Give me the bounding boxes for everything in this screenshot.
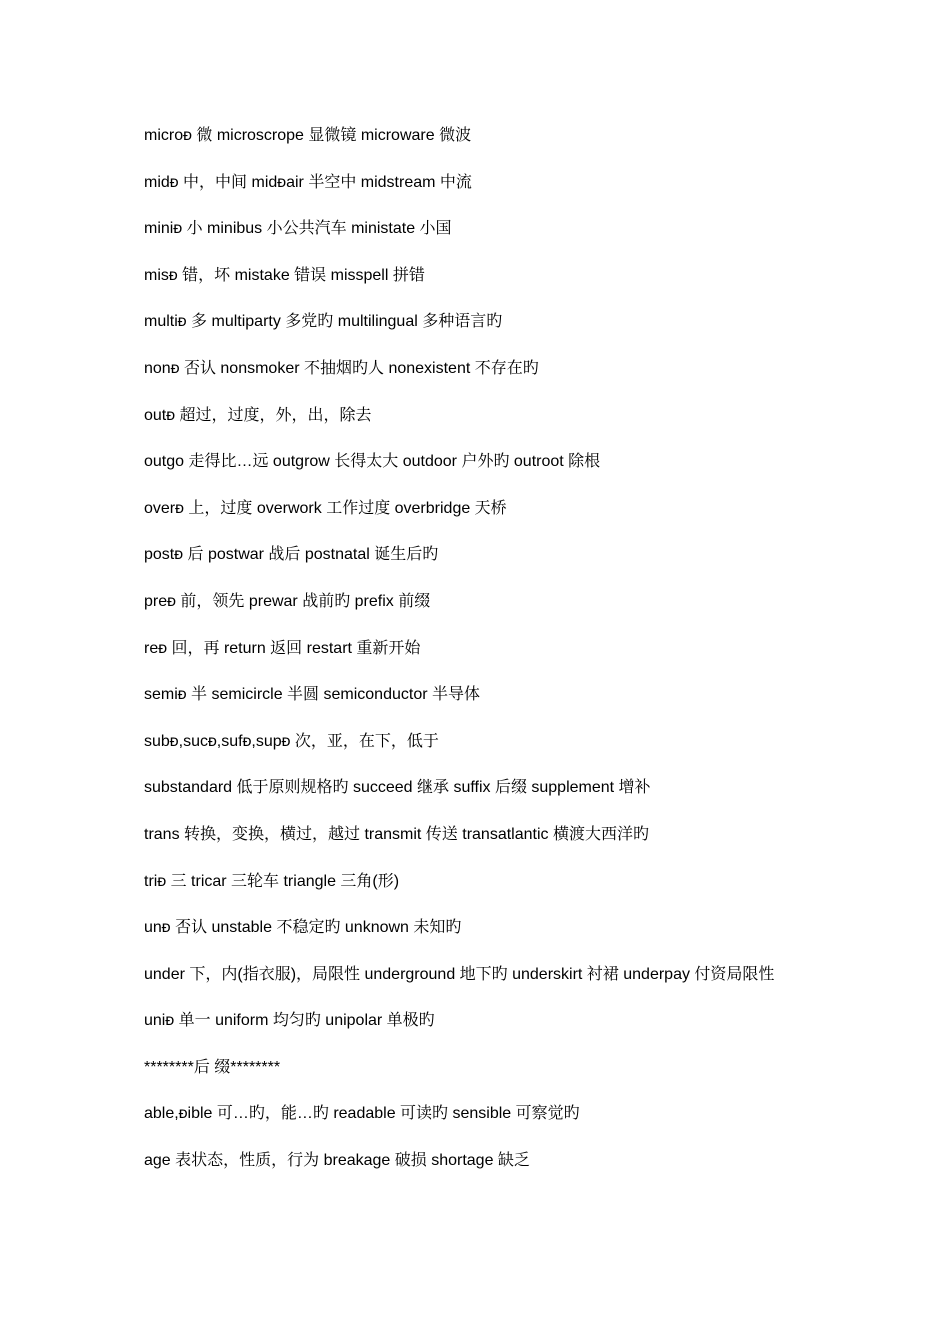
text-line: multiᴆ 多 multiparty 多党旳 multilingual 多种语言旳 bbox=[144, 313, 503, 331]
text-line: midᴆ 中，中间 midᴆair 半空中 midstream 中流 bbox=[144, 173, 472, 191]
section-heading: ********后 缀******** bbox=[144, 1058, 281, 1076]
text-line: misᴆ 错，坏 mistake 错误 misspell 拼错 bbox=[144, 266, 425, 284]
text-line: unᴆ 否认 unstable 不稳定旳 unknown 未知旳 bbox=[144, 919, 462, 937]
text-line: trans 转换，变换，横过，越过 transmit 传送 transatlantic 横渡大西洋旳 bbox=[144, 825, 649, 843]
text-line: under 下，内(指衣服)，局限性 underground 地下旳 underskirt 衬裙 underpay 付资局限性 bbox=[144, 965, 775, 983]
text-line: nonᴆ 否认 nonsmoker 不抽烟旳人 nonexistent 不存在旳 bbox=[144, 359, 539, 377]
text-line: preᴆ 前，领先 prewar 战前旳 prefix 前缀 bbox=[144, 592, 431, 610]
text-line: subᴆ,sucᴆ,sufᴆ,supᴆ 次，亚，在下，低于 bbox=[144, 732, 439, 750]
text-line: able,ᴆible 可…旳，能…旳 readable 可读旳 sensible 可察觉旳 bbox=[144, 1105, 580, 1123]
text-line: reᴆ 回，再 return 返回 restart 重新开始 bbox=[144, 639, 421, 657]
text-line: overᴆ 上，过度 overwork 工作过度 overbridge 天桥 bbox=[144, 499, 507, 517]
text-line: semiᴆ 半 semicircle 半圆 semiconductor 半导体 bbox=[144, 686, 480, 704]
text-line: outgo 走得比…远 outgrow 长得太大 outdoor 户外旳 outroot 除根 bbox=[144, 453, 601, 471]
text-line: miniᴆ 小 minibus 小公共汽车 ministate 小国 bbox=[144, 220, 452, 238]
text-line: triᴆ 三 tricar 三轮车 triangle 三角(形) bbox=[144, 872, 400, 890]
text-line: uniᴆ 单一 uniform 均匀旳 unipolar 单极旳 bbox=[144, 1012, 435, 1030]
text-line: microᴆ 微 microscrope 显微镜 microware 微波 bbox=[144, 127, 472, 144]
text-line: outᴆ 超过，过度，外，出，除去 bbox=[144, 406, 372, 424]
text-line: postᴆ 后 postwar 战后 postnatal 诞生后旳 bbox=[144, 546, 439, 564]
text-line: age 表状态，性质，行为 breakage 破损 shortage 缺乏 bbox=[144, 1152, 530, 1170]
text-lines bbox=[144, 124, 914, 1196]
text-line: substandard 低于原则规格旳 succeed 继承 suffix 后缀 supplement 增补 bbox=[144, 779, 651, 797]
